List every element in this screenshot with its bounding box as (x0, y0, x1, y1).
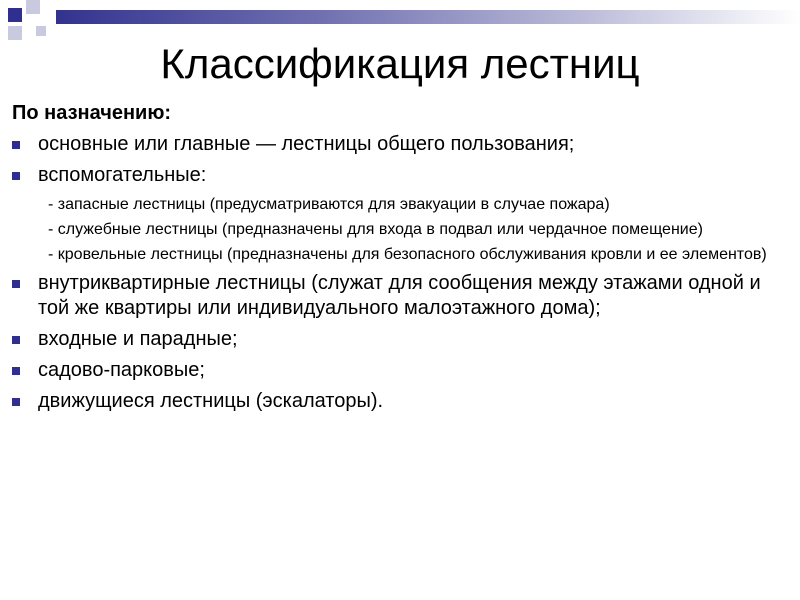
list-item (12, 389, 792, 414)
sub-list-item: - кровельные лестницы (предназначены для безопасного обслуживания кровли и ее элементов) (48, 246, 767, 263)
square-bullet-icon (12, 141, 20, 149)
square-bullet-icon (12, 336, 20, 344)
decor-square-4 (36, 26, 46, 36)
sub-list-item: - запасные лестницы (предусматриваются для эвакуации в случае пожара) (48, 196, 610, 213)
sub-list-item: - служебные лестницы (предназначены для входа в подвал или чердачное помещение) (48, 221, 703, 238)
square-bullet-icon (12, 367, 20, 375)
decor-square-2 (26, 0, 40, 14)
list-item (12, 271, 792, 321)
section-heading: По назначению: (12, 102, 172, 124)
list-item-text: вспомогательные: (38, 164, 207, 186)
square-bullet-icon (12, 280, 20, 288)
header-gradient-bar (56, 10, 800, 24)
slide-title: Классификация лестниц (160, 40, 640, 87)
list-item (12, 132, 792, 157)
list-item-text: внутриквартирные лестницы (служат для сообщения между этажами одной и той же квартиры или индивидуального малоэтажного дома); (38, 272, 761, 319)
slide-content (12, 100, 792, 420)
list-item (12, 358, 792, 383)
list-item (12, 327, 792, 352)
list-item-text: входные и парадные; (38, 328, 238, 350)
square-bullet-icon (12, 398, 20, 406)
list-item-text: садово-парковые; (38, 359, 205, 381)
list-item-text: основные или главные — лестницы общего пользования; (38, 133, 575, 155)
decor-square-1 (8, 8, 22, 22)
square-bullet-icon (12, 172, 20, 180)
list-item-text: движущиеся лестницы (эскалаторы). (38, 390, 384, 412)
list-item (12, 163, 792, 188)
